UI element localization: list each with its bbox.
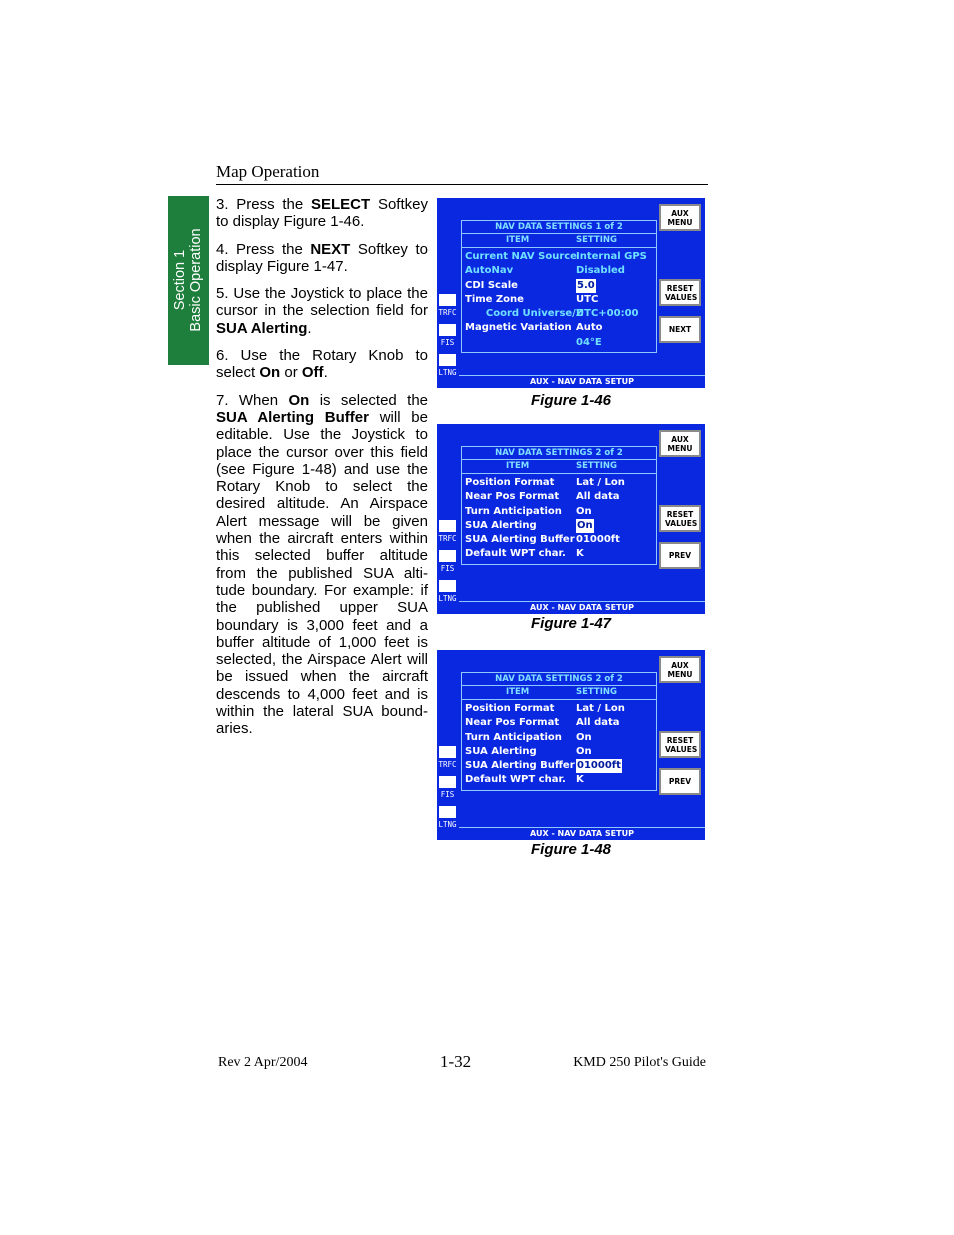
setting-value[interactable]: 01000ft — [577, 760, 621, 772]
softkey-aux-menu[interactable]: AUX MENU — [659, 204, 701, 231]
setting-item: Default WPT char. — [465, 774, 566, 786]
setting-item: Coord Universe/Z — [465, 308, 584, 320]
panel-title: NAV DATA SETTINGS 2 of 2 — [462, 673, 656, 686]
ltng-icon[interactable] — [439, 580, 456, 592]
strip-label: FIS — [440, 790, 455, 799]
step-4 — [216, 241, 428, 276]
column-setting: SETTING — [576, 461, 617, 471]
step-keyword: On — [259, 364, 281, 382]
section-tab-line2: Basic Operation — [188, 228, 204, 332]
setting-value[interactable]: All data — [576, 717, 620, 729]
setting-row[interactable] — [462, 773, 656, 787]
figure-caption: Figure 1-47 — [530, 615, 612, 632]
nav-data-settings-panel — [461, 446, 657, 565]
setting-value[interactable]: Lat / Lon — [576, 477, 625, 488]
setting-row[interactable] — [462, 293, 656, 307]
setting-value[interactable]: UTC — [576, 293, 599, 305]
step-text: 6. Use the Rotary Knob to select — [216, 347, 428, 382]
softkey-reset-values[interactable]: RESET VALUES — [659, 279, 701, 306]
figure-caption: Figure 1-48 — [530, 841, 612, 858]
setting-item: Near Pos Format — [465, 491, 560, 503]
setting-item: Position Format — [465, 477, 555, 488]
step-3 — [216, 196, 428, 231]
column-setting: SETTING — [576, 235, 617, 245]
setting-row[interactable] — [462, 731, 656, 745]
step-keyword: SUA Alerting — [216, 319, 308, 337]
step-text: will be editable. Use the Joystick to place the cursor over this field (see Figure 1-48) and use the Rotary Knob to select the desired altitude. An Airspace Alert message will be given when the aircraft enters within this selected buffer altitude from the published SUA alti-tude boundary. For example: if the published upper SUA boundary is 3,000 feet and a buffer altitude of 1,000 feet is selected, the Airspace Alert will be issued when the aircraft descends to 4,000 feet and is within the lateral SUA bound-aries. — [216, 408, 428, 738]
section-tab — [168, 196, 209, 365]
page-title: Map Operation — [216, 162, 320, 181]
instruction-steps — [216, 196, 428, 748]
strip-label: TRFC — [438, 308, 457, 317]
setting-value[interactable]: UTC+00:00 — [576, 308, 639, 320]
setting-row[interactable] — [462, 533, 656, 547]
setting-value[interactable]: 04°E — [576, 336, 602, 348]
setting-row[interactable] — [462, 307, 656, 321]
setting-value[interactable]: On — [577, 519, 593, 531]
step-keyword: Off — [301, 364, 324, 382]
strip-label: FIS — [440, 338, 455, 347]
column-header — [462, 234, 656, 248]
figure-caption: Figure 1-46 — [530, 392, 612, 409]
setting-row[interactable] — [462, 321, 656, 335]
strip-label: TRFC — [438, 534, 457, 543]
setting-item: Magnetic Variation — [465, 322, 572, 334]
setting-row[interactable] — [462, 250, 656, 264]
step-keyword: On — [288, 391, 310, 409]
step-text: Softkey to display Figure 1-46. — [216, 196, 428, 231]
setting-item: Current NAV Source — [465, 251, 577, 262]
softkey-aux-menu[interactable]: AUX MENU — [659, 656, 701, 683]
setting-item: SUA Alerting Buffer — [465, 534, 575, 546]
setting-item: Turn Anticipation — [465, 505, 562, 517]
setting-item: Near Pos Format — [465, 717, 560, 729]
setting-value[interactable]: 5.0 — [577, 279, 595, 291]
setting-row[interactable] — [462, 702, 656, 716]
setting-value[interactable]: All data — [576, 491, 620, 503]
setting-item: Position Format — [465, 703, 555, 714]
status-bar: AUX - NAV DATA SETUP — [459, 827, 705, 839]
setting-row[interactable] — [462, 759, 656, 773]
step-7 — [216, 392, 428, 738]
column-item: ITEM — [506, 235, 530, 245]
softkey-reset-values[interactable]: RESET VALUES — [659, 505, 701, 532]
setting-value[interactable]: Auto — [576, 322, 603, 334]
setting-value[interactable]: Disabled — [576, 265, 625, 277]
setting-item: SUA Alerting — [465, 745, 537, 757]
step-text: or — [280, 364, 302, 382]
strip-label: TRFC — [438, 760, 457, 769]
page-header — [216, 162, 708, 185]
function-strip — [437, 520, 458, 606]
footer-revision: Rev 2 Apr/2004 — [218, 1055, 308, 1070]
setting-item: AutoNav — [465, 265, 514, 277]
setting-value[interactable]: K — [576, 774, 584, 786]
status-bar: AUX - NAV DATA SETUP — [459, 601, 705, 613]
strip-label: LTNG — [438, 820, 457, 829]
setting-item: CDI Scale — [465, 279, 518, 291]
step-text: 3. Press the — [216, 196, 311, 213]
step-6 — [216, 347, 428, 382]
softkey-aux-menu[interactable]: AUX MENU — [659, 430, 701, 457]
softkey-next[interactable]: NEXT — [659, 316, 701, 343]
step-text: 4. Press the — [216, 240, 311, 258]
step-keyword: SUA Alerting Buffer — [216, 408, 369, 426]
setting-item: SUA Alerting Buffer — [465, 760, 575, 772]
step-text: 7. When — [216, 391, 289, 409]
setting-row[interactable] — [462, 279, 656, 293]
kmd-screen-figure-2 — [437, 424, 705, 614]
setting-row[interactable] — [462, 716, 656, 730]
ltng-icon[interactable] — [439, 354, 456, 366]
fis-icon[interactable] — [439, 776, 456, 788]
step-keyword: NEXT — [310, 240, 351, 258]
status-bar: AUX - NAV DATA SETUP — [459, 375, 705, 387]
kmd-screen-figure-1 — [437, 198, 705, 388]
strip-label: FIS — [440, 564, 455, 573]
softkey-reset-values[interactable]: RESET VALUES — [659, 731, 701, 758]
strip-label: LTNG — [438, 368, 457, 377]
column-setting: SETTING — [576, 687, 617, 697]
setting-item: Time Zone — [465, 293, 524, 305]
setting-row[interactable] — [462, 336, 656, 350]
setting-row[interactable] — [462, 505, 656, 519]
fis-icon[interactable] — [439, 550, 456, 562]
trfc-icon[interactable] — [439, 746, 456, 758]
setting-row[interactable] — [462, 264, 656, 278]
step-text: 5. Use the Joystick to place the cursor in the selection field for — [216, 285, 428, 320]
column-item: ITEM — [506, 687, 530, 697]
kmd-screen-figure-3 — [437, 650, 705, 840]
softkey-prev[interactable]: PREV — [659, 768, 701, 795]
setting-value[interactable]: Lat / Lon — [576, 703, 625, 714]
setting-row[interactable] — [462, 476, 656, 490]
trfc-icon[interactable] — [439, 294, 456, 306]
setting-row[interactable] — [462, 745, 656, 759]
column-header — [462, 686, 656, 700]
step-text: is selected the — [309, 391, 429, 409]
step-text: Softkey to display Figure 1-47. — [216, 240, 428, 275]
nav-data-settings-panel — [461, 220, 657, 353]
panel-title: NAV DATA SETTINGS 1 of 2 — [462, 221, 656, 234]
trfc-icon[interactable] — [439, 520, 456, 532]
section-tab-line1: Section 1 — [172, 249, 188, 311]
setting-item: Turn Anticipation — [465, 731, 562, 743]
nav-data-settings-panel — [461, 672, 657, 791]
setting-value[interactable]: On — [576, 505, 592, 517]
setting-row[interactable] — [462, 490, 656, 504]
step-5 — [216, 285, 428, 337]
setting-item: Default WPT char. — [465, 548, 566, 560]
setting-value[interactable]: On — [576, 731, 592, 743]
step-keyword: SELECT — [311, 196, 371, 213]
function-strip — [437, 746, 458, 832]
fis-icon[interactable] — [439, 324, 456, 336]
column-item: ITEM — [506, 461, 530, 471]
setting-value[interactable]: On — [576, 745, 592, 757]
setting-value[interactable]: 01000ft — [576, 534, 620, 546]
ltng-icon[interactable] — [439, 806, 456, 818]
setting-item: SUA Alerting — [465, 519, 537, 531]
step-text: . — [323, 364, 328, 382]
setting-value[interactable]: K — [576, 548, 584, 560]
strip-label: LTNG — [438, 594, 457, 603]
setting-value[interactable]: Internal GPS — [576, 251, 647, 262]
function-strip — [437, 294, 458, 380]
footer-page-number: 1-32 — [440, 1052, 472, 1071]
softkey-prev[interactable]: PREV — [659, 542, 701, 569]
setting-row[interactable] — [462, 519, 656, 533]
column-header — [462, 460, 656, 474]
setting-row[interactable] — [462, 547, 656, 561]
panel-title: NAV DATA SETTINGS 2 of 2 — [462, 447, 656, 460]
footer-guide-title: KMD 250 Pilot's Guide — [573, 1055, 706, 1070]
step-text: . — [307, 319, 312, 337]
